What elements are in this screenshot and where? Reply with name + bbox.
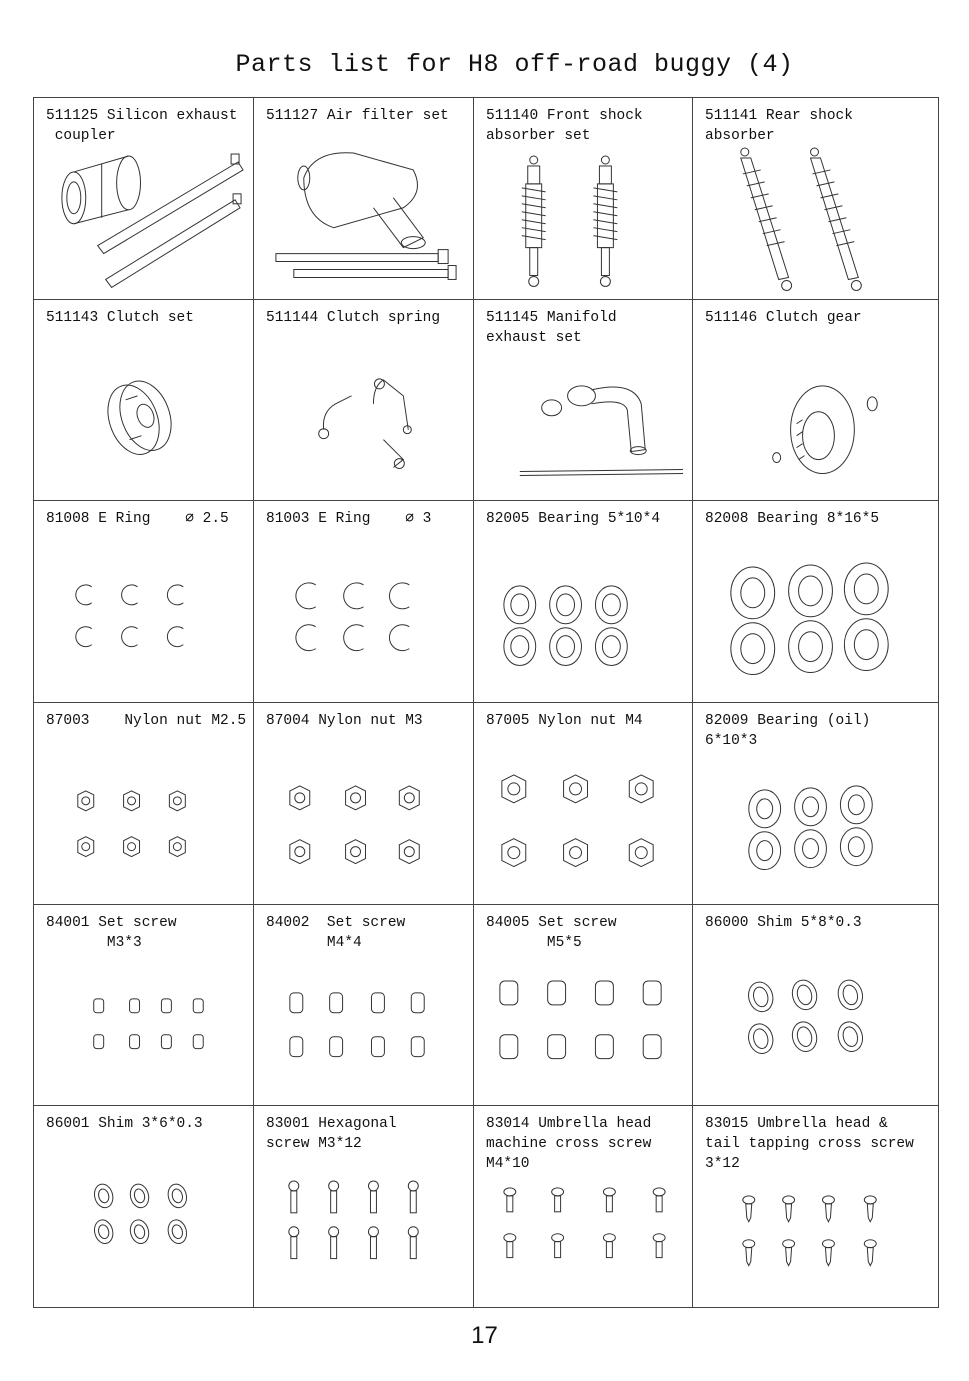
part-cell [474,905,693,1107]
part-cell [254,905,474,1107]
part-label: 511146 Clutch gear [705,309,862,326]
page-number: 17 [471,1322,498,1349]
part-cell [254,98,474,300]
bearing-icon [693,501,938,702]
part-cell [254,1106,474,1308]
clutch-gear-icon [693,300,938,501]
part-label: 511140 Front shock absorber set [486,108,643,144]
part-cell [693,501,939,703]
nylon-nut-icon [474,703,692,904]
part-label: 511141 Rear shock absorber [705,108,853,144]
part-label: 511143 Clutch set [46,309,194,326]
part-cell [34,501,254,703]
part-label: 82008 Bearing 8*16*5 [705,511,880,528]
part-cell [34,1106,254,1308]
part-cell [693,703,939,905]
part-label: 87004 Nylon nut M3 [266,713,423,729]
part-cell [693,1106,939,1308]
part-cell [34,703,254,905]
part-cell [254,300,474,502]
part-cell [474,501,693,703]
part-label: 83015 Umbrella head & tail tapping cross screw 3*12 [705,1116,914,1173]
part-label: 511125 Silicon exhaust coupler [46,108,238,144]
part-cell [34,98,254,300]
shim-icon [693,905,938,1106]
nylon-nut-icon [34,703,253,904]
part-label: 83014 Umbrella head machine cross screw M4*10 [486,1116,652,1173]
clutch-icon [34,300,253,501]
part-cell [474,98,693,300]
part-label: 84005 Set screw M5*5 [486,914,617,951]
part-cell [474,703,693,905]
part-cell [693,98,939,300]
part-cell [254,703,474,905]
part-label: 86001 Shim 3*6*0.3 [46,1116,203,1133]
part-label: 81008 E Ring ∅ 2.5 [46,511,229,528]
part-cell [693,300,939,502]
part-label: 84002 Set screw M4*4 [266,914,406,951]
part-cell [474,300,693,502]
part-label: 82005 Bearing 5*10*4 [486,511,661,528]
e-ring-icon [254,501,473,702]
e-ring-icon [34,501,253,702]
part-cell [34,905,254,1107]
clutch-spring-icon [254,300,473,501]
part-label: 511127 Air filter set [266,108,449,124]
part-label: 511144 Clutch spring [266,309,441,326]
part-cell [254,501,474,703]
part-label: 84001 Set screw M3*3 [46,914,177,951]
part-label: 87005 Nylon nut M4 [486,713,643,729]
part-label: 82009 Bearing (oil) 6*10*3 [705,713,871,749]
nylon-nut-icon [254,703,473,904]
part-label: 87003 Nylon nut M2.5 [46,713,247,729]
part-cell [34,300,254,502]
part-label: 81003 E Ring ∅ 3 [266,511,432,528]
air-filter-icon [254,98,473,299]
parts-grid [33,97,939,1308]
part-label: 83001 Hexagonal screw M3*12 [266,1116,397,1153]
shim-icon [34,1106,253,1307]
part-label: 511145 Manifold exhaust set [486,309,617,346]
page-title: Parts list for H8 off-road buggy (4) [235,50,794,79]
part-cell [474,1106,693,1308]
part-cell [693,905,939,1107]
bearing-icon [474,501,692,702]
part-label: 86000 Shim 5*8*0.3 [705,914,862,931]
